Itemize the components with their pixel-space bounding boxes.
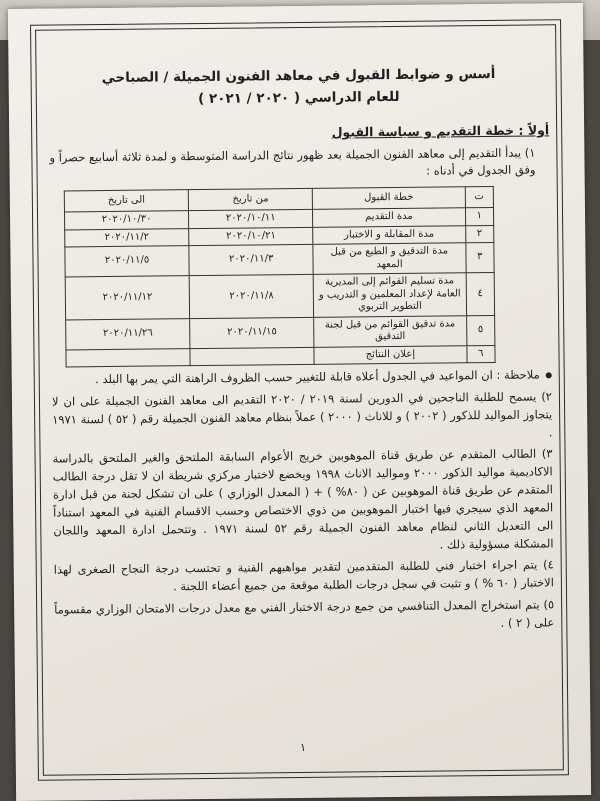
note-paragraph [52, 367, 552, 390]
header-stage: خطة القبول [312, 187, 465, 210]
row-from: ٢٠٢٠/١١/٨ [189, 275, 314, 319]
page-number: ١ [300, 740, 307, 755]
row-from [190, 347, 314, 366]
paragraph-2: ٢) يسمح للطلبة الناجحين في الدورين لسنة ٢٠١٩ / ٢٠٢٠ التقديم الى معاهد الفنون الجميلة على ان لا يتجاوز المواليد للذكور ( ٢٠٠٢ ) و للاناث ( ٢٠٠٠ ) عملاً بنظام معاهد الفنون الجميلة رقم ( ٥٢ ) لسنة ١٩٧١ . [51, 389, 553, 440]
header-to: الى تاريخ [64, 190, 188, 212]
row-to: ٢٠٢٠/١١/٥ [65, 246, 189, 277]
document-title [48, 63, 548, 111]
row-to: ٢٠٢٠/١١/٢ [65, 228, 189, 247]
row-num: ١ [465, 208, 494, 226]
row-to: ٢٠٢٠/١١/١٢ [65, 276, 190, 320]
row-from: ٢٠٢٠/١١/٣ [189, 245, 313, 276]
row-from: ٢٠٢٠/١٠/١١ [189, 210, 313, 229]
table-row [66, 315, 495, 349]
table-row [65, 273, 494, 320]
row-from: ٢٠٢٠/١١/١٥ [190, 317, 314, 348]
note-text: ملاحظة : ان المواعيد في الجدول أعلاه قابلة للتغيير حسب الظروف الراهنة التي يمر بها البلد . [95, 367, 540, 387]
row-to [66, 348, 190, 367]
row-stage: مدة التقديم [313, 208, 465, 227]
row-to: ٢٠٢٠/١٠/٣٠ [64, 211, 188, 230]
row-to: ٢٠٢٠/١١/٢٦ [66, 318, 190, 349]
paragraph-1: ١) يبدأ التقديم إلى معاهد الفنون الجميلة بعد ظهور نتائج الدراسة المتوسطة و لمدة ثلاثة أسابيع حصراً و وفق الجدول في أدناه : [49, 145, 536, 179]
row-stage: مدة التدقيق و الطبع من قبل المعهد [313, 243, 466, 275]
header-num: ت [465, 187, 494, 208]
table-row [66, 345, 495, 367]
header-from: من تاريخ [188, 189, 312, 211]
row-stage: مدة تدقيق القوائم من قبل لجنة التدقيق [314, 315, 467, 347]
row-stage: مدة المقابلة و الاختبار [313, 225, 465, 244]
bullet-icon [546, 372, 552, 378]
row-num: ٥ [466, 315, 495, 345]
document-content [48, 63, 554, 641]
row-num: ٦ [466, 345, 495, 363]
section-heading: أولاً : خطة التقديم و سياسة القبول [331, 122, 550, 140]
table-row [65, 243, 494, 277]
paragraph-4: ٤) يتم اجراء اختبار فني للطلبة المتقدمين لتقدير مواهبهم الفنية و تحتسب درجة النجاح الصغرى لهذا الاختبار ( ٦٠ % ) و تثبت في سجل درجات الطلبة موقعة من جميع أعضاء اللجنة . [53, 557, 554, 594]
row-num: ٤ [466, 273, 495, 316]
paragraph-5: ٥) يتم استخراج المعدل التنافسي من جمع درجة الاختبار الفني مع معدل درجات الامتحان الوزاري مقسوماً على ( ٢ ) . [54, 597, 555, 630]
row-num: ٢ [465, 225, 494, 243]
title-line-1: أسس و ضوابط القبول في معاهد الفنون الجميلة / الصباحي [101, 65, 496, 87]
row-from: ٢٠٢٠/١٠/٢١ [189, 227, 313, 246]
title-line-2: للعام الدراسي ( ٢٠٢٠ / ٢٠٢١ ) [198, 88, 400, 107]
paragraph-3: ٣) الطالب المتقدم عن طريق قناة الموهوبين خريج الأعوام السابقة الملتحق والغير الملتحق بالدراسة الاكاديمية مواليد الذكور ٢٠٠٠ ومواليد الاناث ١٩٩٨ ويخضع لاختبار مركزي شريطة ان لا تقل درجة الطالب المتقدم عن طريق قناة الموهوبين عن ( ٨٠% ) + ( المعدل الوزاري ) على ان تشكل لجنة من قبل ادارة المعهد الذي سيجري فيها اختبار الموهوبين من ذوي الاختصاص وحسب الاقسام الفنية في المعهد استناداً الى التعديل الثاني لنظام معاهد الفنون الجميلة رقم ٥٢ لسنة ١٩٧١ . وتتحمل ادارة المعهد واللجان المشكلة مسؤولية ذلك . [52, 446, 554, 552]
document-page [8, 3, 591, 801]
row-stage: إعلان النتائج [314, 345, 466, 364]
admission-schedule-table [64, 186, 496, 367]
row-num: ٣ [465, 243, 494, 273]
row-stage: مدة تسليم القوائم إلى المديرية العامة لإعداد المعلمين و التدريب و التطوير التربوي [313, 273, 466, 317]
